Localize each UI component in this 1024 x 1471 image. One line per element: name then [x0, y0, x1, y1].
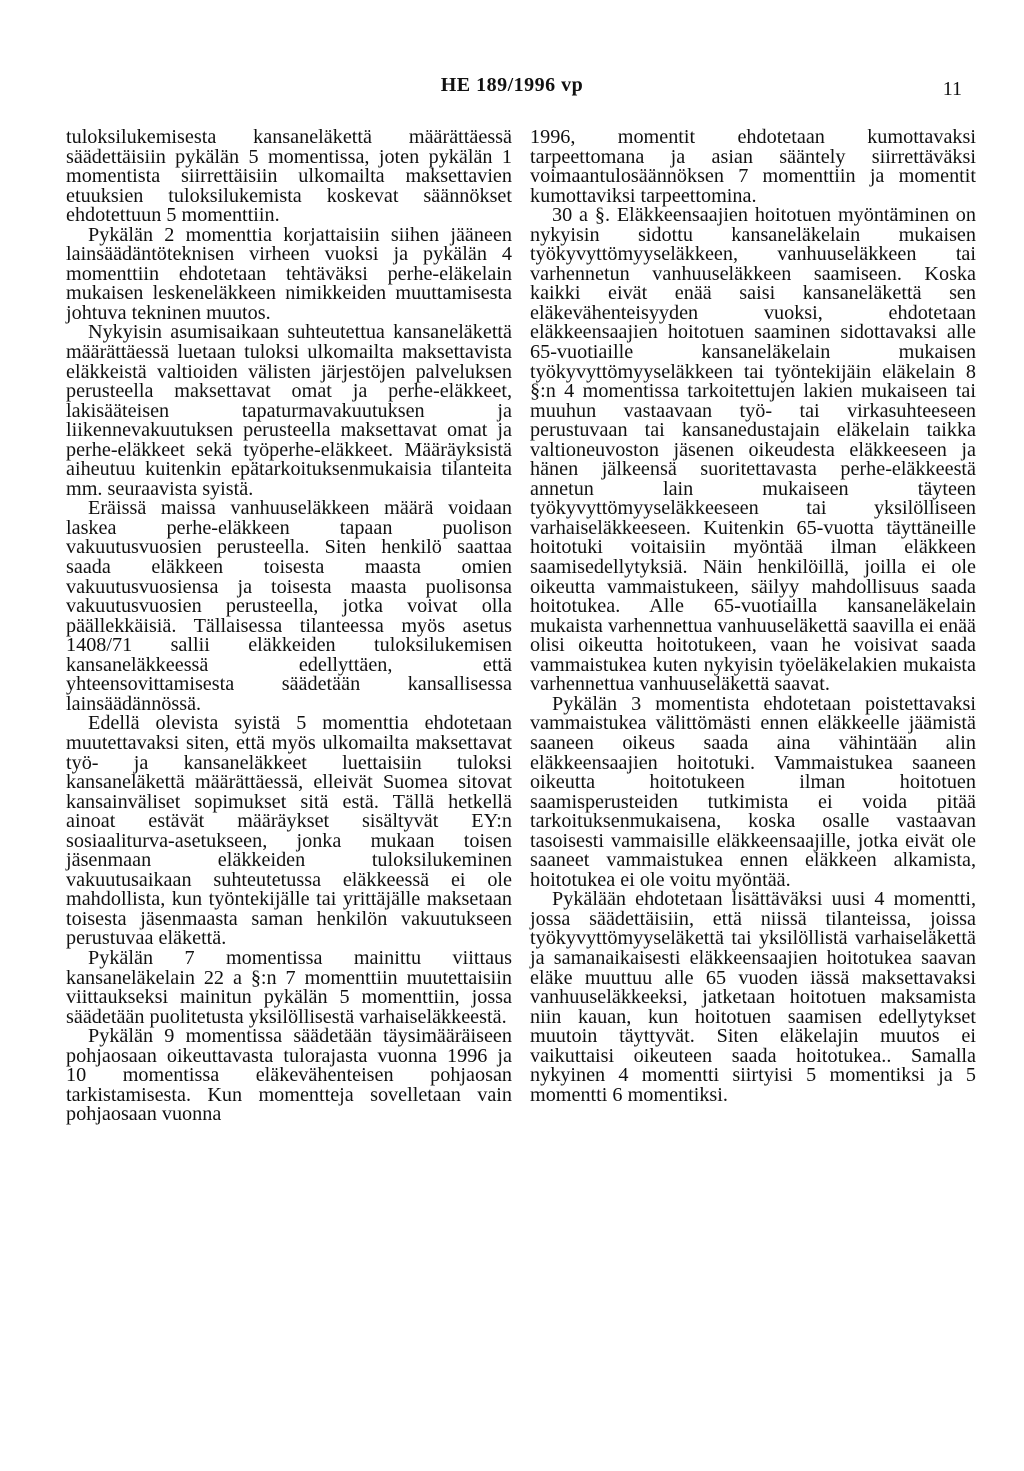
paragraph: Eräissä maissa vanhuuseläkkeen määrä voidaan laskea perhe-eläkkeen tapaan puolison vakuutusvuosien perusteella. Siten henkilö saattaa saada eläkkeen toisesta maasta omien vakuutusvuosiensa ja toisesta maasta puolisonsa vakuutusvuosien perusteella, jotka voivat olla päällekkäisiä. Tällaisessa tilanteessa myös asetus 1408/71 sallii eläkkeiden tuloksilukemisen kansaneläkkeessä edellyttäen, että yhteensovittamisesta säädetään kansallisessa lainsäädännössä.	[66, 497, 512, 715]
paragraph: tuloksilukemisesta kansaneläkettä määrättäessä säädettäisiin pykälän 5 momentissa, joten pykälän 1 momentista siirrettäisiin ulkomailta maksettavien etuuksien tuloksilukemista koskevat säännökset ehdotettuun 5 momenttiin.	[66, 126, 512, 227]
paragraph: Pykälän 2 momenttia korjattaisiin siihen jääneen lainsäädäntöteknisen virheen vuoksi ja pykälän 4 momenttiin ehdotetaan tehtäväksi perhe-eläkelain mukaisen leskeneläkkeen nimikkeiden muuttamisesta johtuva tekninen muutos.	[66, 223, 512, 324]
paragraph: Edellä olevista syistä 5 momenttia ehdotetaan muutettavaksi siten, että myös ulkomailta maksettavat työ- ja kansaneläkkeet luettaisiin tuloksi kansaneläkettä määrättäessä, elleivät Suomea sitovat kansainväliset sopimukset sitä estä. Tällä hetkellä ainoat estävät määräykset sisältyvät EY:n sosiaaliturva-asetukseen, jonka mukaan toisen jäsenmaan eläkkeiden tuloksilukeminen vakuutusaikaan suhteutetussa eläkkeessä ei ole mahdollista, kun työntekijälle tai yrittäjälle maksetaan toisesta jäsenmaasta saman henkilön vakuutukseen perustuvaa eläkettä.	[66, 712, 512, 950]
page-number: 11	[942, 78, 962, 100]
paragraph: 1996, momentit ehdotetaan kumottavaksi tarpeettomana ja asian sääntely siirrettäväksi voimaantulosäännöksen 7 momenttiin ja momentit kumottaviksi tarpeettomina.	[530, 126, 976, 207]
paragraph: Pykälän 9 momentissa säädetään täysimääräiseen pohjaosaan oikeuttavasta tulorajasta vuonna 1996 ja 10 momentissa eläkevähenteisen pohjaosan tarkistamisesta. Kun momentteja sovelletaan vain pohjaosaan vuonna	[66, 1025, 512, 1126]
left-text-column	[66, 128, 512, 1125]
paragraph: Pykälään ehdotetaan lisättäväksi uusi 4 momentti, jossa säädettäisiin, että niissä tilanteissa, joissa työkyvyttömyyseläkettä tai yksilöllistä varhaiseläkettä ja samanaikaisesti eläkkeensaajien hoitotukea saavan eläke muuttuu alle 65 vuoden iässä maksettavaksi vanhuuseläkkeeksi, jatketaan hoitotuen maksamista niin kauan, kun hoitotuen saamisen edellytykset muutoin täyttyvät. Siten eläkelajin muutos ei vaikuttaisi oikeuteen saada hoitotukea.. Samalla nykyinen 4 momentti siirtyisi 5 momentiksi ja 5 momentti 6 momentiksi.	[530, 888, 976, 1106]
paragraph: Pykälän 7 momentissa mainittu viittaus kansaneläkelain 22 a §:n 7 momenttiin muutettaisiin viittaukseksi mainitun pykälän 5 momenttiin, jossa säädetään puolitetusta yksilöllisestä varhaiseläkkeestä.	[66, 946, 512, 1028]
paragraph: 30 a §. Eläkkeensaajien hoitotuen myöntäminen on nykyisin sidottu kansaneläkelain mukaisen työkyvyttömyyseläkkeen, vanhuuseläkkeen tai varhennetun vanhuuseläkkeen saamiseen. Koska kaikki eivät enää saisi kansaneläkettä sen eläkevähenteisyyden vuoksi, ehdotetaan eläkkeensaajien hoitotuen saaminen sidottavaksi alle 65-vuotiaille kansaneläkelain mukaisen työkyvyttömyyseläkkeen tai työntekijäin eläkelain 8 §:n 4 momentissa tarkoitettujen lakien mukaiseen tai muuhun vastaavaan työ- tai virkasuhteeseen perustuvaan tai kansanedustajain eläkelain taikka valtioneuvoston jäsenen oikeudesta eläkkeeseen ja hänen jälkeensä suoritettavasta perhe-eläkkeestä annetun lain mukaiseen täyteen työkyvyttömyyseläkkeeseen tai yksilölliseen varhaiseläkkeeseen. Kuitenkin 65-vuotta täyttäneille hoitotuki voitaisiin myöntää ilman eläkkeen saamisedellytyksiä. Näin henkilöillä, joilla ei ole oikeutta vammaistukeen, säilyy mahdollisuus saada hoitotukea. Alle 65-vuotiailla kansaneläkelain mukaista varhennettua vanhuuseläkettä saavilla ei enää olisi oikeutta hoitotukeen, vaan he voisivat saada vammaistukea kuten nykyisin työeläkelakien mukaista varhennettua vanhuuseläkettä saavat.	[530, 204, 976, 696]
paragraph: Nykyisin asumisaikaan suhteutettua kansaneläkettä määrättäessä luetaan tuloksi ulkomailta maksettavista eläkkeistä valtioiden välisten järjestöjen palveluksen perusteella maksettavat omat ja perhe-eläkkeet, lakisääteisen tapaturmavakuutuksen ja liikennevakuutuksen perusteella maksettavat omat ja perhe-eläkkeet sekä työperhe-eläkkeet. Määräyksistä aiheutuu kuitenkin epätarkoituksenmukaisia tilanteita mm. seuraavista syistä.	[66, 321, 512, 500]
right-text-column	[530, 128, 976, 1105]
document-header-title: HE 189/1996 vp	[440, 74, 584, 96]
paragraph: Pykälän 3 momentista ehdotetaan poistettavaksi vammaistukea välittömästi ennen eläkkeelle jäämistä saaneen oikeus saada aina vähintään alin eläkkeensaajien hoitotuki. Vammaistukea saaneen oikeutta hoitotukeen ilman hoitotuen saamisperusteiden tutkimista ei voida pitää tarkoituksenmukaisena, koska osalle vastaavan tasoisesti vammaisille eläkkeensaajille, jotka eivät ole saaneet vammaistukea ennen eläkkeen alkamista, hoitotukea ei ole voitu myöntää.	[530, 692, 976, 891]
